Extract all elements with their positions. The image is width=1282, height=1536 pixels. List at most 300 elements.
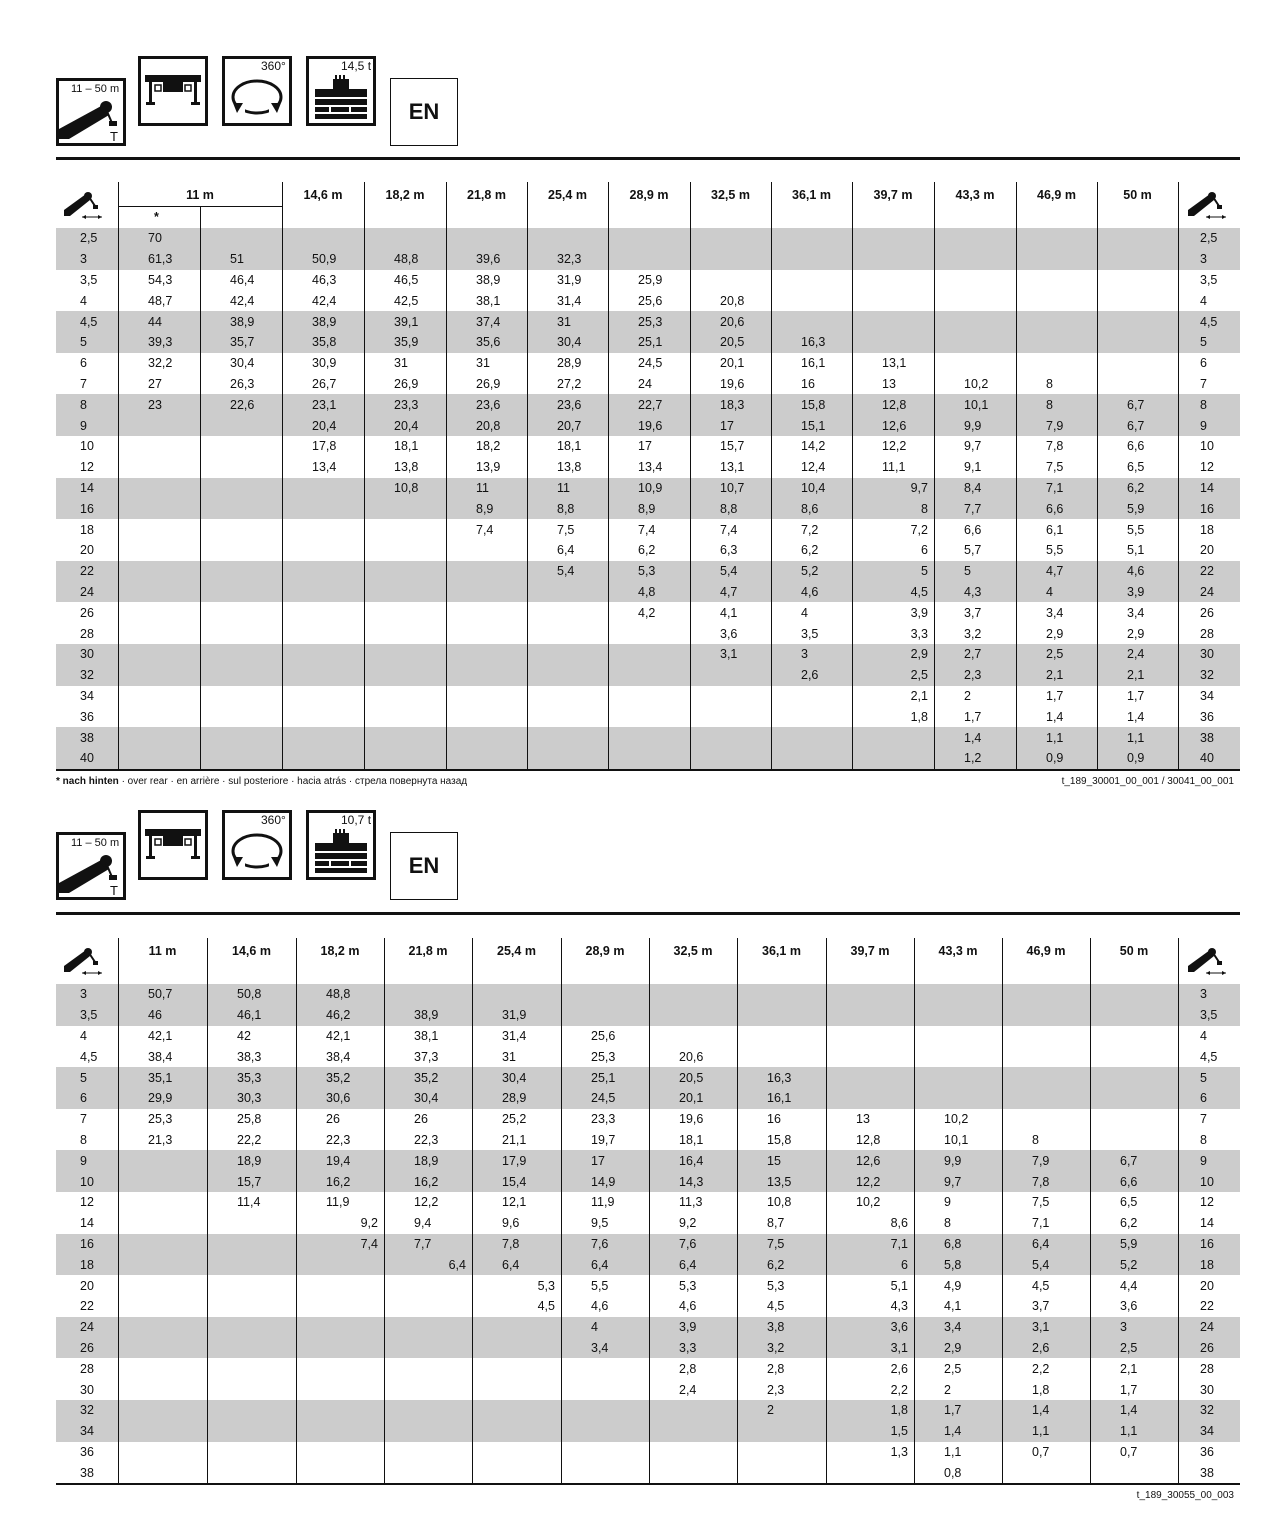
radius-label: 36 — [80, 709, 94, 724]
load-capacity-cell: 19,4 — [326, 1153, 351, 1168]
column-divider — [852, 182, 853, 769]
load-capacity-cell: 30,6 — [326, 1091, 351, 1106]
radius-label: 12 — [1200, 460, 1214, 475]
rotation-label: 360° — [261, 813, 286, 827]
load-capacity-cell: 11,3 — [679, 1195, 703, 1210]
icon-strip-1 — [56, 56, 476, 144]
load-capacity-cell: 6,6 — [1127, 439, 1145, 454]
radius-label: 34 — [80, 689, 94, 703]
load-capacity-cell: 22,3 — [414, 1133, 439, 1147]
load-capacity-cell: 15,1 — [801, 418, 826, 433]
load-capacity-cell: 42,4 — [230, 293, 255, 308]
load-capacity-cell: 5,9 — [1120, 1237, 1138, 1251]
load-capacity-cell: 10,8 — [767, 1195, 792, 1210]
radius-label: 26 — [80, 605, 94, 620]
load-capacity-cell: 7,1 — [1032, 1216, 1050, 1231]
column-divider — [384, 938, 385, 1483]
load-capacity-cell: 44 — [148, 314, 162, 329]
load-capacity-cell: 2,9 — [910, 647, 928, 662]
load-capacity-cell: 18,1 — [679, 1133, 704, 1147]
column-header-boom-length: 50 m — [1119, 944, 1149, 958]
load-capacity-cell: 24,5 — [638, 356, 663, 371]
column-header-boom-length: 43,3 m — [938, 944, 978, 958]
load-capacity-cell: 13,1 — [882, 356, 907, 371]
load-capacity-cell: 9,9 — [964, 418, 982, 433]
load-capacity-cell: 42,5 — [394, 293, 419, 308]
load-capacity-cell: 6,6 — [1046, 501, 1064, 516]
radius-label: 3 — [80, 252, 87, 267]
radius-label: 30 — [1200, 647, 1214, 662]
load-capacity-cell: 9,6 — [502, 1216, 520, 1231]
load-capacity-cell: 20,1 — [720, 356, 745, 371]
load-capacity-cell: 23,6 — [476, 397, 501, 412]
load-capacity-cell: 30,3 — [237, 1091, 262, 1106]
radius-label: 4,5 — [1200, 1049, 1218, 1064]
load-capacity-cell: 16,3 — [801, 335, 826, 350]
load-capacity-cell: 6,1 — [1046, 522, 1064, 537]
load-capacity-cell: 18,1 — [394, 439, 419, 454]
radius-label: 14 — [80, 1216, 94, 1231]
load-capacity-cell: 3,6 — [720, 626, 738, 641]
load-capacity-cell: 4,7 — [720, 585, 738, 599]
load-capacity-cell: 50,9 — [312, 252, 337, 267]
load-capacity-cell: 9,7 — [910, 481, 928, 495]
column-header-boom-length: 32,5 m — [673, 944, 713, 958]
radius-label: 8 — [80, 1133, 87, 1147]
load-chart-table-2 — [56, 938, 1240, 1484]
load-capacity-cell: 13,8 — [557, 460, 582, 475]
rotation-360-icon — [222, 810, 292, 880]
radius-label: 20 — [1200, 543, 1214, 558]
load-capacity-cell: 3,1 — [720, 647, 738, 662]
radius-label: 40 — [80, 751, 94, 766]
load-capacity-cell: 4,9 — [944, 1278, 962, 1293]
rotation-label: 360° — [261, 59, 286, 73]
load-capacity-cell: 3,1 — [1032, 1320, 1050, 1335]
load-capacity-cell: 6,6 — [1120, 1174, 1138, 1189]
load-capacity-cell: 31,9 — [502, 1008, 527, 1023]
load-capacity-cell: 48,7 — [148, 293, 173, 308]
load-capacity-cell: 38,3 — [237, 1049, 262, 1064]
load-capacity-cell: 9,7 — [944, 1174, 962, 1189]
load-capacity-cell: 28,9 — [557, 356, 582, 371]
column-divider — [608, 182, 609, 769]
load-capacity-cell: 6,2 — [1120, 1216, 1138, 1231]
column-divider — [364, 182, 365, 769]
load-capacity-cell: 5,5 — [1127, 522, 1145, 537]
load-capacity-cell: 28,9 — [502, 1091, 527, 1106]
load-capacity-cell: 25,8 — [237, 1112, 262, 1127]
luffing-radius-icon-left — [62, 942, 108, 981]
load-capacity-cell: 7,5 — [767, 1237, 785, 1251]
radius-label: 7 — [80, 1112, 87, 1127]
load-capacity-cell: 1,4 — [944, 1424, 962, 1439]
load-capacity-cell: 5 — [964, 564, 971, 579]
column-header-boom-length: 28,9 m — [585, 944, 625, 958]
load-capacity-cell: 0,7 — [1120, 1445, 1138, 1459]
column-header-boom-length: 32,5 m — [711, 188, 750, 202]
counterweight-icon — [306, 56, 376, 126]
boom-range-label: 11 – 50 m — [71, 83, 120, 95]
radius-label: 30 — [80, 1382, 94, 1397]
luffing-radius-icon-right — [1186, 186, 1232, 225]
column-header-boom-length: 11 m — [148, 944, 177, 958]
load-capacity-cell: 9,9 — [944, 1153, 962, 1168]
column-header-boom-length: 25,4 m — [548, 188, 587, 202]
load-capacity-cell: 6,7 — [1127, 397, 1145, 412]
column-header-boom-length: 25,4 m — [497, 944, 536, 958]
load-capacity-cell: 22,3 — [326, 1133, 351, 1147]
load-capacity-cell: 2,1 — [1046, 668, 1064, 683]
load-capacity-cell: 7,4 — [360, 1237, 378, 1251]
load-capacity-cell: 7,4 — [476, 522, 494, 537]
load-capacity-cell: 10,2 — [856, 1195, 881, 1210]
load-capacity-cell: 19,6 — [679, 1112, 704, 1127]
load-capacity-cell: 10,2 — [964, 377, 989, 391]
load-capacity-cell: 17 — [720, 418, 734, 433]
column-header-boom-length: 39,7 m — [850, 944, 890, 958]
load-capacity-cell: 15,7 — [237, 1174, 262, 1189]
load-capacity-cell: 35,2 — [326, 1070, 351, 1085]
load-capacity-cell: 26,3 — [230, 377, 255, 391]
load-capacity-cell: 25,1 — [591, 1070, 616, 1085]
load-capacity-cell: 13,4 — [638, 460, 663, 475]
load-capacity-cell: 2,3 — [964, 668, 982, 683]
radius-label: 34 — [1200, 689, 1214, 703]
load-capacity-cell: 6,4 — [591, 1257, 609, 1272]
radius-label: 6 — [80, 356, 87, 371]
counterweight-label: 14,5 t — [341, 59, 372, 73]
load-capacity-cell: 1,7 — [1127, 689, 1145, 703]
load-capacity-cell: 18,3 — [720, 397, 745, 412]
load-capacity-cell: 12,2 — [882, 439, 907, 454]
load-capacity-cell: 4,4 — [1120, 1278, 1138, 1293]
luffing-radius-icon-left — [62, 186, 108, 225]
column-header-boom-length: 21,8 m — [467, 188, 506, 202]
column-divider — [561, 938, 562, 1483]
load-capacity-cell: 23,6 — [557, 397, 582, 412]
load-capacity-cell: 15,8 — [801, 397, 826, 412]
load-capacity-cell: 2,1 — [1120, 1361, 1138, 1376]
load-capacity-cell: 5,1 — [1127, 543, 1145, 558]
load-capacity-cell: 38,4 — [326, 1049, 351, 1064]
load-capacity-cell: 15,4 — [502, 1174, 527, 1189]
load-capacity-cell: 8 — [1046, 377, 1053, 391]
load-capacity-cell: 61,3 — [148, 252, 173, 267]
load-capacity-cell: 7,1 — [1046, 481, 1064, 495]
load-capacity-cell: 3,2 — [964, 626, 982, 641]
load-capacity-cell: 5,2 — [801, 564, 819, 579]
load-capacity-cell: 6,5 — [1127, 460, 1145, 475]
radius-label: 22 — [80, 1299, 94, 1314]
table2-reference: t_189_30055_00_003 — [1136, 1490, 1234, 1501]
radius-label: 26 — [1200, 1341, 1214, 1355]
column-header-boom-length: 46,9 m — [1037, 188, 1076, 202]
load-capacity-cell: 5,2 — [1120, 1257, 1138, 1272]
load-capacity-cell: 10,8 — [394, 481, 419, 495]
radius-label: 9 — [1200, 1153, 1207, 1168]
load-capacity-cell: 7,5 — [1046, 460, 1064, 475]
radius-label: 38 — [1200, 1465, 1214, 1480]
load-capacity-cell: 11,9 — [591, 1195, 615, 1210]
load-capacity-cell: 7,6 — [679, 1237, 697, 1251]
load-capacity-cell: 2 — [767, 1403, 774, 1418]
load-capacity-cell: 20,4 — [394, 418, 419, 433]
load-capacity-cell: 26,9 — [476, 377, 501, 391]
column-divider — [934, 182, 935, 769]
load-capacity-cell: 7,9 — [1032, 1153, 1050, 1168]
load-capacity-cell: 3,1 — [890, 1341, 908, 1355]
load-capacity-cell: 2,5 — [944, 1361, 962, 1376]
radius-label: 12 — [80, 1195, 94, 1210]
load-capacity-cell: 3,6 — [1120, 1299, 1138, 1314]
load-capacity-cell: 12,8 — [882, 397, 907, 412]
column-header-boom-length: 36,1 m — [762, 944, 801, 958]
load-capacity-cell: 3,4 — [944, 1320, 962, 1335]
radius-label: 28 — [1200, 626, 1214, 641]
load-capacity-cell: 5 — [921, 564, 928, 579]
load-capacity-cell: 2,8 — [767, 1361, 785, 1376]
column-divider — [118, 938, 119, 1483]
grey-row-band — [56, 1067, 1240, 1109]
load-capacity-cell: 16,4 — [679, 1153, 704, 1168]
load-chart-table-1 — [56, 182, 1240, 772]
load-capacity-cell: 6,4 — [1032, 1237, 1050, 1251]
load-capacity-cell: 4,5 — [537, 1299, 555, 1314]
load-capacity-cell: 2,7 — [964, 647, 982, 662]
table-bottom-line — [56, 1483, 1240, 1485]
load-capacity-cell: 10,7 — [720, 481, 745, 495]
load-capacity-cell: 1,3 — [890, 1445, 908, 1459]
load-capacity-cell: 16,1 — [801, 356, 826, 371]
load-capacity-cell: 27,2 — [557, 377, 582, 391]
radius-label: 10 — [1200, 439, 1214, 454]
load-capacity-cell: 6,5 — [1120, 1195, 1138, 1210]
load-capacity-cell: 4 — [801, 605, 808, 620]
telescopic-boom-icon — [56, 832, 126, 900]
load-capacity-cell: 13,1 — [720, 460, 745, 475]
radius-label: 4 — [80, 1029, 87, 1043]
radius-label: 10 — [80, 439, 94, 454]
column-divider — [1097, 182, 1098, 769]
radius-label: 14 — [1200, 1216, 1214, 1231]
radius-label: 38 — [1200, 730, 1214, 745]
load-capacity-cell: 26 — [326, 1112, 340, 1127]
load-capacity-cell: 5,1 — [890, 1278, 908, 1293]
load-capacity-cell: 4 — [591, 1320, 598, 1335]
language-badge: EN — [390, 78, 458, 146]
load-capacity-cell: 2,9 — [944, 1341, 962, 1355]
load-capacity-cell: 1,8 — [910, 709, 928, 724]
load-capacity-cell: 32,2 — [148, 356, 173, 371]
radius-label: 5 — [80, 335, 87, 350]
load-capacity-cell: 5,5 — [1046, 543, 1064, 558]
load-capacity-cell: 7,6 — [591, 1237, 609, 1251]
radius-label: 22 — [1200, 564, 1214, 579]
load-capacity-cell: 2,5 — [910, 668, 928, 683]
load-capacity-cell: 8,7 — [767, 1216, 785, 1231]
outrigger-icon — [138, 56, 208, 126]
footnote-bold: * nach hinten — [56, 776, 119, 787]
load-capacity-cell: 7,9 — [1046, 418, 1064, 433]
load-capacity-cell: 8 — [944, 1216, 951, 1231]
radius-label: 14 — [80, 481, 94, 495]
radius-label: 36 — [1200, 1445, 1214, 1459]
column-header-boom-length: 28,9 m — [629, 188, 669, 202]
radius-label: 16 — [1200, 1237, 1214, 1251]
radius-label: 22 — [80, 564, 94, 579]
load-capacity-cell: 5,3 — [638, 564, 656, 579]
load-capacity-cell: 3,4 — [1127, 605, 1145, 620]
load-capacity-cell: 4,3 — [964, 585, 982, 599]
load-capacity-cell: 7,2 — [801, 522, 819, 537]
load-capacity-cell: 6,4 — [502, 1257, 520, 1272]
column-header-boom-length: 18,2 m — [385, 188, 425, 202]
rotation-360-icon — [222, 56, 292, 126]
load-capacity-cell: 12,6 — [856, 1153, 881, 1168]
load-capacity-cell: 6,4 — [679, 1257, 697, 1272]
load-capacity-cell: 14,2 — [801, 439, 826, 454]
load-capacity-cell: 13,5 — [767, 1174, 792, 1189]
load-capacity-cell: 1,1 — [1032, 1424, 1050, 1439]
load-capacity-cell: 6,2 — [1127, 481, 1145, 495]
load-capacity-cell: 25,3 — [148, 1112, 173, 1127]
column-header-boom-length: 14,6 m — [232, 944, 271, 958]
icon-strip-2 — [56, 810, 476, 898]
load-capacity-cell: 6,4 — [448, 1257, 466, 1272]
load-capacity-cell: 9,2 — [679, 1216, 697, 1231]
load-capacity-cell: 19,6 — [638, 418, 663, 433]
radius-label: 26 — [80, 1341, 94, 1355]
radius-label: 7 — [1200, 1112, 1207, 1127]
load-capacity-cell: 10,9 — [638, 481, 663, 495]
radius-label: 8 — [1200, 397, 1207, 412]
radius-label: 36 — [1200, 709, 1214, 724]
load-capacity-cell: 20,6 — [720, 314, 745, 329]
load-capacity-cell: 9,4 — [414, 1216, 432, 1231]
load-capacity-cell: 38,1 — [414, 1029, 439, 1043]
column-header-boom-length: 21,8 m — [408, 944, 448, 958]
radius-label: 32 — [1200, 1403, 1214, 1418]
load-capacity-cell: 1,1 — [1120, 1424, 1138, 1439]
column-divider — [914, 938, 915, 1483]
radius-label: 16 — [80, 1237, 94, 1251]
load-capacity-cell: 4,6 — [1127, 564, 1145, 579]
load-capacity-cell: 7,8 — [1032, 1174, 1050, 1189]
load-capacity-cell: 6,4 — [557, 543, 575, 558]
load-capacity-cell: 31 — [394, 356, 408, 371]
load-capacity-cell: 18,9 — [237, 1153, 262, 1168]
load-capacity-cell: 21,3 — [148, 1133, 173, 1147]
column-divider — [1178, 938, 1179, 1483]
load-capacity-cell: 3,9 — [910, 605, 928, 620]
load-capacity-cell: 35,2 — [414, 1070, 439, 1085]
radius-label: 14 — [1200, 481, 1214, 495]
load-capacity-cell: 1,8 — [890, 1403, 908, 1418]
radius-label: 38 — [80, 1465, 94, 1480]
load-capacity-cell: 4,5 — [767, 1299, 785, 1314]
load-capacity-cell: 10,2 — [944, 1112, 969, 1127]
load-capacity-cell: 2,4 — [1127, 647, 1145, 662]
load-capacity-cell: 38,4 — [148, 1049, 173, 1064]
radius-label: 16 — [1200, 501, 1214, 516]
load-capacity-cell: 7,5 — [557, 522, 575, 537]
load-capacity-cell: 31,9 — [557, 273, 582, 287]
section-divider-1 — [56, 157, 1240, 160]
load-capacity-cell: 19,6 — [720, 377, 745, 391]
load-capacity-cell: 37,4 — [476, 314, 501, 329]
radius-label: 28 — [1200, 1361, 1214, 1376]
radius-label: 6 — [1200, 356, 1207, 371]
load-capacity-cell: 14,3 — [679, 1174, 704, 1189]
column-divider — [737, 938, 738, 1483]
load-capacity-cell: 2,8 — [679, 1361, 697, 1376]
load-capacity-cell: 10,4 — [801, 481, 826, 495]
load-capacity-cell: 8,8 — [720, 501, 738, 516]
load-capacity-cell: 7,7 — [414, 1237, 432, 1251]
radius-label: 20 — [80, 1278, 94, 1293]
load-capacity-cell: 4,5 — [910, 585, 928, 599]
column-header-boom-length: 50 m — [1123, 188, 1152, 202]
load-capacity-cell: 6 — [901, 1257, 908, 1272]
load-capacity-cell: 2 — [944, 1382, 951, 1397]
grey-row-band — [56, 1150, 1240, 1192]
load-capacity-cell: 8,8 — [557, 501, 575, 516]
load-capacity-cell: 4,2 — [638, 605, 656, 620]
radius-label: 4 — [1200, 1029, 1207, 1043]
load-capacity-cell: 20,4 — [312, 418, 337, 433]
load-capacity-cell: 0,9 — [1127, 751, 1145, 766]
load-capacity-cell: 46 — [148, 1008, 162, 1023]
radius-label: 40 — [1200, 751, 1214, 766]
load-capacity-cell: 3,2 — [767, 1341, 785, 1355]
load-capacity-cell: 70 — [148, 231, 162, 246]
radius-label: 24 — [80, 1320, 94, 1335]
grey-row-band — [56, 1400, 1240, 1442]
column-divider — [1016, 182, 1017, 769]
load-capacity-cell: 30,4 — [230, 356, 255, 371]
load-capacity-cell: 16,2 — [414, 1174, 439, 1189]
load-capacity-cell: 1,7 — [964, 709, 982, 724]
load-capacity-cell: 2,6 — [801, 668, 819, 683]
radius-label: 24 — [1200, 1320, 1214, 1335]
load-capacity-cell: 7,4 — [638, 522, 656, 537]
radius-label: 12 — [1200, 1195, 1214, 1210]
radius-label: 32 — [80, 668, 94, 683]
load-capacity-cell: 5,5 — [591, 1278, 609, 1293]
column-header-boom-length: 11 m — [186, 188, 214, 202]
telescopic-boom-icon — [56, 78, 126, 146]
radius-label: 3,5 — [1200, 1008, 1218, 1023]
load-capacity-cell: 5,8 — [944, 1257, 962, 1272]
radius-label: 18 — [80, 522, 94, 537]
load-capacity-cell: 6,3 — [720, 543, 738, 558]
load-capacity-cell: 7,1 — [890, 1237, 908, 1251]
load-capacity-cell: 3,4 — [591, 1341, 609, 1355]
load-capacity-cell: 10,1 — [944, 1133, 969, 1147]
load-capacity-cell: 12,1 — [502, 1195, 527, 1210]
load-capacity-cell: 1,4 — [964, 730, 982, 745]
load-capacity-cell: 21,1 — [502, 1133, 527, 1147]
load-capacity-cell: 42,1 — [148, 1029, 173, 1043]
column-header-boom-length: 43,3 m — [955, 188, 995, 202]
load-capacity-cell: 35,3 — [237, 1070, 262, 1085]
radius-label: 20 — [80, 543, 94, 558]
radius-label: 10 — [1200, 1174, 1214, 1189]
load-capacity-cell: 5,3 — [679, 1278, 697, 1293]
load-capacity-cell: 26,7 — [312, 377, 337, 391]
load-capacity-cell: 9 — [944, 1195, 951, 1210]
